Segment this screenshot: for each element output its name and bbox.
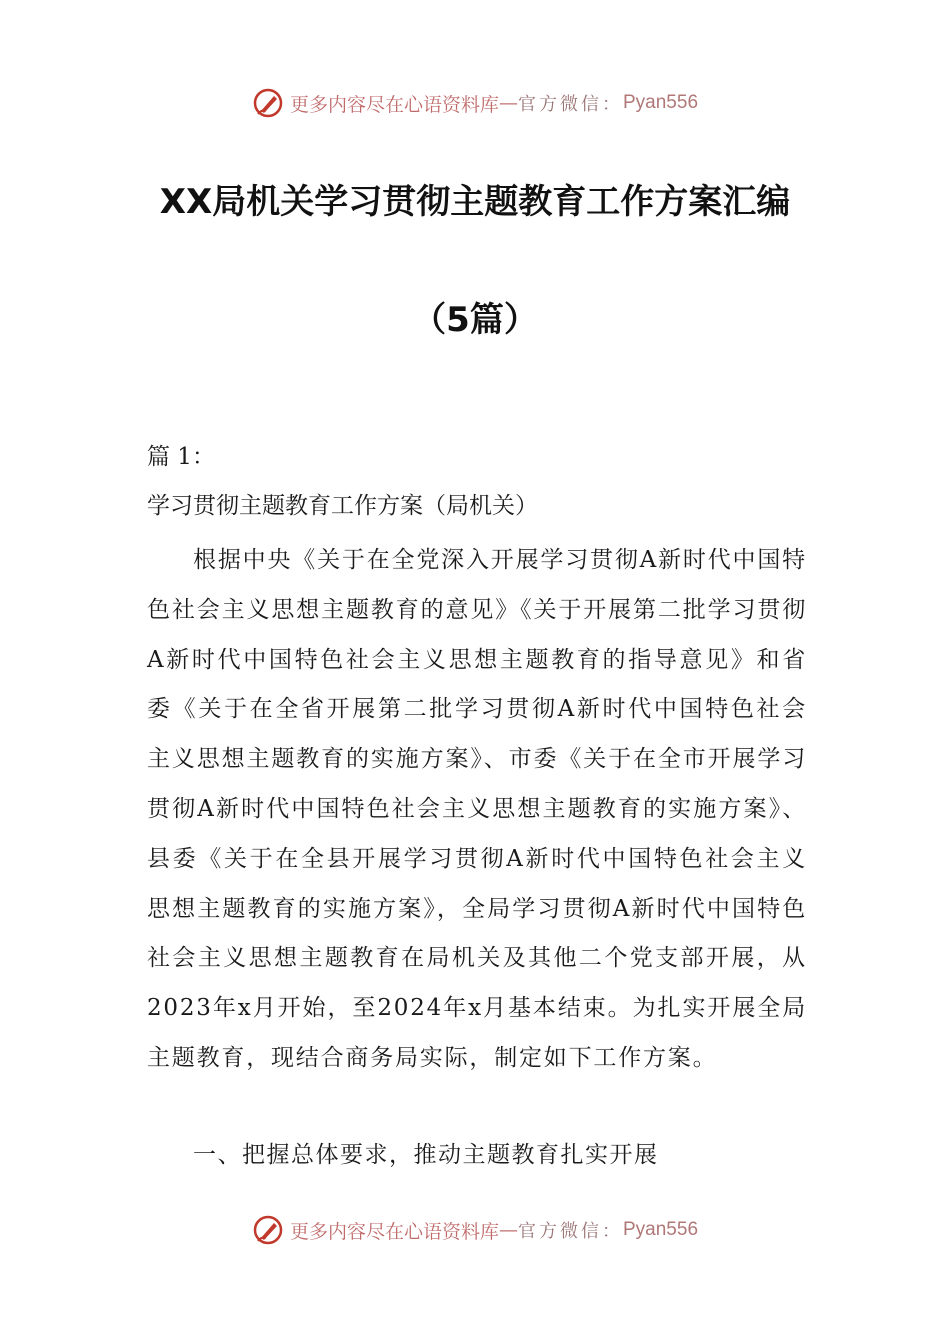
section-heading: 一、把握总体要求，推动主题教育扎实开展 [193, 1142, 659, 1168]
document-title-count: （5篇） [412, 300, 538, 340]
pen-logo-icon [252, 1214, 284, 1246]
watermark-wechat-id: Pyan556 [623, 92, 699, 113]
watermark-text: 更多内容尽在心语资料库 [289, 93, 499, 116]
watermark-wechat-id: Pyan556 [623, 1219, 699, 1240]
watermark-dash: — [499, 1219, 518, 1241]
section-subtitle: 学习贯彻主题教育工作方案（局机关） [147, 493, 538, 519]
section-label: 篇 1： [147, 444, 215, 470]
watermark-official-label: 官方微信： [518, 94, 623, 115]
watermark-banner-bottom [0, 1210, 950, 1250]
body-paragraph: 根据中央《关于在全党深入开展学习贯彻A新时代中国特色社会主义思想主题教育的意见》《关于开展第二批学习贯彻A新时代中国特色社会主义思想主题教育的指导意见》和省委《关于在全省开展第二批学习贯彻A新时代中国特色社会主义思想主题教育的实施方案》、市委《关于在全市开展学习贯彻A新时代中国特色社会主义思想主题教育的实施方案》、县委《关于在全县开展学习贯彻A新时代中国特色社会主义思想主题教育的实施方案》，全局学习贯彻A新时代中国特色社会主义思想主题教育在局机关及其他二个党支部开展，从2023年x月开始，至2024年x月基本结束。为扎实开展全局主题教育，现结合商务局实际，制定如下工作方案。 [147, 547, 807, 1071]
watermark-text: 更多内容尽在心语资料库 [289, 1220, 499, 1243]
watermark-banner-top [0, 83, 950, 123]
pen-logo-icon [252, 87, 284, 119]
watermark-official-label: 官方微信： [518, 1221, 623, 1242]
document-title: XX局机关学习贯彻主题教育工作方案汇编 [159, 182, 791, 222]
watermark-dash: — [499, 92, 518, 114]
